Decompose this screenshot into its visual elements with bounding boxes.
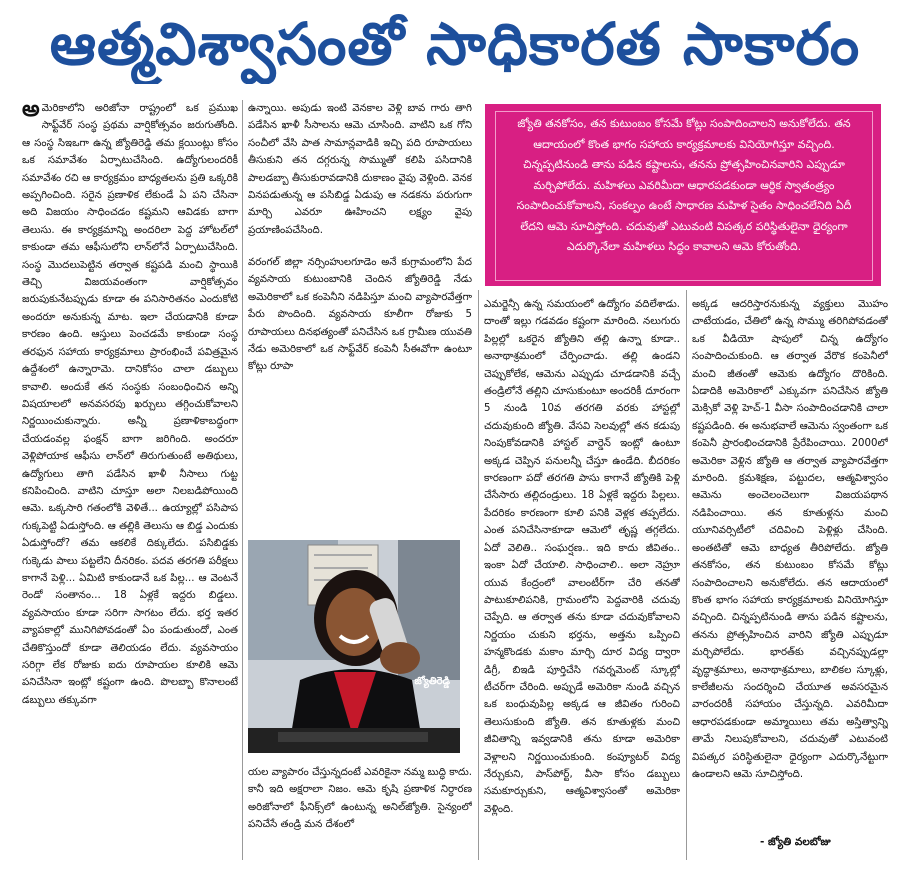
- column-divider: [478, 290, 479, 860]
- pull-quote-frame: [495, 111, 873, 281]
- photo-caption: జ్యోతిరెడ్డి: [414, 676, 450, 687]
- column-2-mid-text: వరంగల్ జిల్లా నర్సింహులగూడెం అనే కుగ్రామంలోని పేద వ్యవసాయ కుటుంబానికి చెందిన జ్యోతిరెడ్డి నేడు అమెరికాలో ఒక కంపెనీని నడిపిస్తూ మంచి వ్యాపారవేత్తగా పేరు పొందింది. వ్యవసాయ కూలీగా రోజుకు 5 రూపాయలు దినభత్యంతో పనిచేసిన ఒక గ్రామీణ యువతి నేడు అమెరికాలో ఒక సాఫ్ట్‌వేర్ కంపెనీ సీఈవోగా ఉంటూ కోట్లు రూపా: [248, 257, 472, 373]
- woman-on-phone-illustration: [248, 540, 460, 753]
- column-divider: [686, 290, 687, 860]
- column-1-text: మెరికాలోని అరిజోనా రాష్ట్రంలో ఒక ప్రముఖ సాఫ్ట్‌వేర్ సంస్థ ప్రథమ వార్షికోత్సవం జరుగుతోంది. ఆ సంస్థ సిఇఒగా ఉన్న జ్యోతిరెడ్డి తమ క్లయింట్లు కోసం ఒక సమావేశం ఏర్పాటుచేసింది. ఉద్యోగులందరికీ సమావేశం రచి ఆ కార్యక్రమం బాధ్యతలను ప్రతి ఒక్కరికి అప్పగించింది. సరైన ప్రణాళిక లేకుండే ఏ పని చేసినా అది విజయం సాధించడం కష్టమని ఆవిడకు బాగా తెలుసు. ఈ కార్యక్రమాన్ని అందరిలా పెద్ద హోటల్‌లో కాకుండా తమ ఆఫీసులోని లాన్‌లోనే ఏర్పాటుచేసింది. సంస్థ మొదలుపెట్టిన తర్వాత కష్టపడి మంచి స్థాయికి తెచ్చి విజయవంతంగా వార్షికోత్సవం జరుపుకునేటప్పుడు కూడా ఈ పనిసారితనం ఎందుకోటి అందరూ అనుకున్న మాట. ఇలా చేయడానికి కూడా కారణం ఉంది. ఆస్తులు పెంచడమే కాకుండా సంస్థ తరఫున సహాయ కార్యక్రమాలు ప్రారంభించే పవిత్రమైన ఉద్దేశంలో ఉన్నారామె. దానికోసం చాలా డబ్బులు కావాలి. అందుకే తన సంస్థకు సంబంధించిన అన్ని విషయాలలో అనవసరపు ఖర్చులు తగ్గించుకోవాలని నిర్ణయించుకున్నారు. అన్నీ ప్రణాళికాబద్ధంగా చేయడంవల్ల ఫంక్షన్ బాగా జరిగింది. అందరూ వెళ్లిపోయాక ఆఫీసు లాన్‌లో తిరుగుతుంటే అతిథులు, ఉద్యోగులు తాగి పడేసిన ఖాళీ నీసాలు గుట్ట కనిపించింది. వాటిని చూస్తూ అలా నిలబడిపోయింది ఆమె. ఒక్కసారి గతంలోకి వెళితే... ఉయ్యాల్లో పసిపాప గుక్కపెట్టి ఏడుస్తోంది. ఆ తల్లికి తెలుసు ఆ బిడ్డ ఎందుకు ఏడుస్తోందో? తమ ఆకలికే దిక్కులేదు. పసిబిడ్డకు గుక్కెడు పాలు పట్టలేని దీనరికం. పదవ తరగతి పరీక్షలు కాగానే పెళ్లి... ఏమిటి కాకుండానే ఒక పిల్ల... ఆ వెంటనే రెండో సంతానం... 18 ఏళ్లకే ఇద్దరు బిడ్డలు. వ్యవసాయం కూడా సరిగా సాగటం లేదు. భర్త ఇతర వ్యాపకాల్లో మునిగిపోవడంతో ఏం పండుతుందో, ఎంత చేతికొస్తుందో కూడా తెలియడం లేదు. వ్యవసాయం సరిగ్గా లేక రోజుకు ఐదు రూపాయల కూలికి ఆమె పనిచేసినా ఇంట్లో కష్టంగా ఉంది. పొలబ్బా కొనాలంటే డబ్బులు తక్కువగా: [22, 103, 238, 706]
- article-column-1: [22, 100, 238, 858]
- column-4-text: అక్కడ ఆదరిస్తారనుకున్న వ్యక్తులు మొహం చాటేయడం, చేతిలో ఉన్న సొమ్ము తరిగిపోవడంతో ఒక వీడియో షాపులో చిన్న ఉద్యోగం సంపాదించుకుంది. ఆ తర్వాత వేరొక కంపెనీలో మంచి జీతంతో ఆమెకు ఉద్యోగం దొరికింది. ఏడాదికి అమెరికాలో ఎక్కువగా పనిచేసిన జ్యోతి మెక్సికో వెళ్లి హెచ్-1 వీసా సంపాదించడానికి చాలా కష్టపడింది. ఈ అనుభవాలే ఆమెను స్వంతంగా ఒక కంపెనీ ప్రారంభించడానికి ప్రేరేపించాయి. 2000లో అమెరికా వెళ్లిన జ్యోతి ఆ తర్వాత వ్యాపారవేత్తగా మారింది. క్రమశిక్షణ, పట్టుదల, ఆత్మవిశ్వాసం ఆమెను అంచెలంచెలుగా విజయపథాన నడిపించాయి. తన కూతుళ్లను మంచి యూనివర్సిటీలో చదివించి పెళ్లిళ్లు చేసింది. అంతటితో ఆమె బాధ్యత తీరిపోలేదు. జ్యోతి తనకోసం, తన కుటుంబం కోసమే కోట్లు సంపాదించాలని అనుకోలేదు. తన ఆదాయంలో కొంత భాగం సహాయ కార్యక్రమాలకు వినియోగిస్తూ వచ్చింది. చిన్నప్పటినుండి తాను పడిన కష్టాలను, తనను ప్రోత్సహించిన వారిని జ్యోతి ఎప్పుడూ మర్చిపోలేదు. భారత్‌కు వచ్చినప్పుడల్లా వృద్ధాశ్రమాలు, అనాథాశ్రమాలు, బాలికల స్కూళ్లు, కాలేజీలను సందర్శించి చేయూత అవసరమైన వారందరికీ సహాయం చేస్తున్నది. ఎవరిమీదా ఆధారపడకుండా అమ్మాయిలు తమ అస్తిత్వాన్ని తామే నిలుపుకోవాలని, చదువుతో ఎటువంటి విపత్కర పరిస్థితులైనా ధైర్యంగా ఎదుర్కొనేట్టుగా ఉండాలని ఆమె సూచిస్తోంది.: [692, 299, 888, 780]
- drop-cap: అ: [22, 100, 40, 122]
- column-3-text: ఎమర్జెన్సీ ఉన్న సమయంలో ఉద్యోగం వదిలేశాడు. దాంతో ఇల్లు గడవడం కష్టంగా మారింది. నలుగురు పిల్లల్లో ఒకరైన జ్యోతిని తల్లి ఉన్నా కూడా.. అనాథాశ్రమంలో చేర్పించాడు. తల్లి ఉండని చెప్పుకోలేక, ఆమెను ఎప్పుడు చూడడానికి వచ్చే తండ్రిలోనే తల్లిని చూసుకుంటూ అందరికీ దూరంగా 5 నుండి 10వ తరగతి వరకు హాస్టల్లో చదువుకుంది జ్యోతి. వేసవి సెలవుల్లో తన కడుపు నింపుకోవడానికి హాస్టల్ వార్డెన్ ఇంట్లో ఉంటూ అక్కడ చెప్పిన పనులన్నీ చేస్తూ ఉండేది. బీదరికం కారణంగా పదో తరగతి పాసు కాగానే జ్యోతికి పెళ్లి చేసేసారు తల్లిదండ్రులు. 18 ఏళ్లకే ఇద్దరు పిల్లలు. పేదరికం కారణంగా కూలి పనికి వెళ్లక తప్పలేదు. ఎంత పనిచేసినాకూడా ఆమెలో తృష్ణ తగ్గలేదు. ఏదో వెలితి.. సంఘర్షణ.. ఇది కాదు జీవితం.. ఇంకా ఏదో చేయాలి. సాధించాలి.. అలా నెహ్రూ యువ కేంద్రంలో వాలంటీర్‌గా చేరి తనతో పాటుకూలిపనికి, గ్రామంలోని పెద్దవారికి చదువు చెప్పేది. ఆ తర్వాత తను కూడా చదువుకోవాలని నిర్ణయం చుకుని భర్తను, అత్తను ఒప్పించి హన్మకొండకు మకాం మార్చి దూర విద్య ద్వారా డిగ్రీ, బిఇడి పూర్తిచేసి గవర్నమెంట్ స్కూల్లో టీచర్‌గా చేరింది. అప్పుడే అమెరికా నుండి వచ్చిన ఒక బంధువుపిల్ల అక్కడ ఆ జీవితం గురించి తెలుసుకుంది జ్యోతి. తన కూతుళ్లకు మంచి జీవితాన్ని ఇవ్వడానికి తను కూడా అమెరికా వెళ్లాలని నిర్ణయించుకుంది. కంప్యూటర్ విద్య నేర్చుకుని, పాస్‌పోర్ట్, వీసా కోసం డబ్బులు సమకూర్చుకుని, ఆత్మవిశ్వాసంతో అమెరికా వెళ్లింది.: [484, 299, 680, 815]
- article-column-2-mid: [248, 254, 472, 536]
- article-column-2-bottom: [248, 764, 472, 860]
- column-2-top-text: ఉన్నాయి. అపుడు ఇంటి వెనకాల వెళ్లి బావ గారు తాగి పడేసిన ఖాళీ సీసాలను ఆమె చూసింది. వాటిని ఒక గోని సంచీలో వేసి పాత సామాన్లవాడికి ఇచ్చి పది రూపాయలు తీసుకుని తన దగ్గరున్న సొమ్ముతో కలిపి పసిదానికి పాలడబ్బా తీసుకురావడానికి దుకాణం వైపు వెళ్లింది. వెనక వినపడుతున్న ఆ పసిబిడ్డ ఏడుపు ఆ నడకను పరుగుగా మార్చి ఎవరూ ఊహించని లక్ష్యం వైపు ప్రయాణింపచేసింది.: [248, 103, 472, 236]
- pull-quote-text: జ్యోతి తనకోసం, తన కుటుంబం కోసమే కోట్లు సంపాదించాలని అనుకోలేదు. తన ఆదాయంలో కొంత భాగం సహాయ కార్యక్రమాలకు వినియోగిస్తూ వచ్చింది. చిన్నప్పటినుండి తాను పడిన కష్టాలను, తనను ప్రోత్సహించినవారిని ఎప్పుడూ మర్చిపోలేదు. మహిళలు ఎవరిమీదా ఆధారపడకుండా ఆర్థిక స్వాతంత్ర్యం సంపాదించుకోవాలని, సంకల్పం ఉంటే సాధారణ మహిళ సైతం సాధించలేనిది ఏదీ లేదని ఆమె సూచిస్తోంది. చదువుతో ఎటువంటి విపత్కర పరిస్థితులైనా ధైర్యంగా ఎదుర్కొనేలా మహిళలు సిద్ధం కావాలని ఆమె కోరుతోంది.: [516, 117, 852, 253]
- portrait-photo: [248, 540, 460, 753]
- article-column-4: [692, 296, 888, 830]
- article-column-3: [484, 296, 680, 858]
- column-divider: [242, 100, 243, 860]
- column-2-bottom-text: యల వ్యాపారం చేస్తున్నదంటే ఎవరికైనా నమ్మ బుద్ధి కాదు. కానీ ఇది అక్షరాలా నిజం. ఆమె కృషి ప్రణాళిక నిర్ధారణ అరిజోనాలో ఫీనిక్స్‌లో ఉంటున్న అనిల్‌జ్యోతి. సైన్యంలో పనిచేసే తండ్రి మన దేశంలో: [248, 767, 472, 831]
- headline: ఆత్మవిశ్వాసంతో సాధికారత సాకారం: [49, 10, 861, 78]
- pull-quote-box: [485, 104, 881, 286]
- byline: - జ్యోతి వలబోజు: [760, 836, 831, 848]
- article-column-2-top: [248, 100, 472, 248]
